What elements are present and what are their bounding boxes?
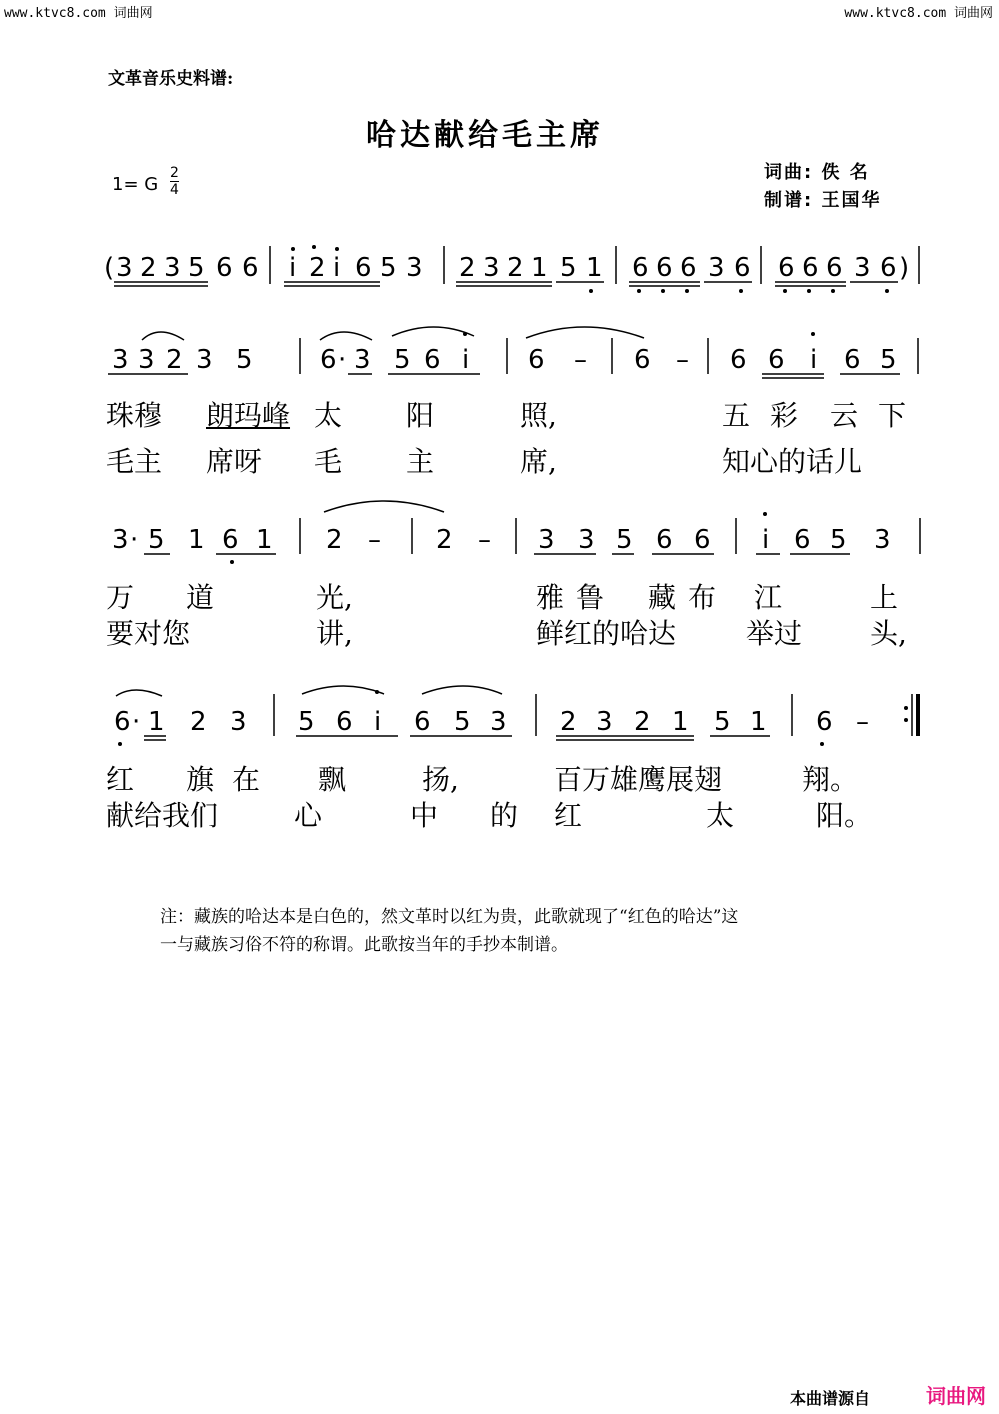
svg-text:6: 6 <box>632 253 649 283</box>
svg-text:6: 6 <box>656 253 673 283</box>
svg-text:6: 6 <box>424 345 441 375</box>
svg-text:3: 3 <box>406 253 423 283</box>
svg-text:3: 3 <box>708 253 725 283</box>
svg-text:(: ( <box>104 253 115 283</box>
credit-notation: 制谱: 王国华 <box>764 190 882 211</box>
svg-text:6: 6 <box>634 345 651 375</box>
svg-text:3: 3 <box>490 707 507 737</box>
svg-text:1: 1 <box>531 253 548 283</box>
footer-brand-logo[interactable]: 词曲网 <box>926 1384 986 1408</box>
svg-text:–: – <box>574 345 587 375</box>
svg-text:3: 3 <box>116 253 133 283</box>
time-signature: 2 4 <box>170 165 179 198</box>
svg-text:·: · <box>338 345 347 375</box>
key-signature: 1= G <box>112 174 159 195</box>
svg-text:5: 5 <box>236 345 253 375</box>
svg-text:6: 6 <box>680 253 697 283</box>
svg-text:2: 2 <box>436 525 453 555</box>
svg-text:3: 3 <box>596 707 613 737</box>
svg-text:3: 3 <box>538 525 555 555</box>
svg-text:1: 1 <box>586 253 603 283</box>
watermark-right: www.ktvc8.com 词曲网 <box>844 6 993 21</box>
footnote-line-1: 注：藏族的哈达本是白色的，然文革时以红为贵，此歌就现了“红色的哈达”这 <box>160 907 739 927</box>
watermark-left: www.ktvc8.com 词曲网 <box>4 6 153 21</box>
svg-text:6: 6 <box>336 707 353 737</box>
svg-text:6: 6 <box>114 707 131 737</box>
svg-text:6: 6 <box>816 707 833 737</box>
svg-text:6: 6 <box>802 253 819 283</box>
svg-text:1: 1 <box>750 707 767 737</box>
svg-text:5: 5 <box>298 707 315 737</box>
svg-text:2: 2 <box>560 707 577 737</box>
notation-row-1 <box>104 244 924 296</box>
score-row-3 <box>104 494 924 574</box>
svg-text:2: 2 <box>459 253 476 283</box>
footer-source: 本曲谱源自 <box>790 1389 871 1408</box>
svg-text:6: 6 <box>730 345 747 375</box>
svg-text:3: 3 <box>164 253 181 283</box>
svg-text:2: 2 <box>326 525 343 555</box>
svg-text:3: 3 <box>874 525 891 555</box>
svg-text:1: 1 <box>256 525 273 555</box>
svg-text:3: 3 <box>196 345 213 375</box>
notation-row-2 <box>104 318 924 380</box>
svg-text:2: 2 <box>190 707 207 737</box>
svg-text:5: 5 <box>560 253 577 283</box>
svg-text:6: 6 <box>242 253 259 283</box>
svg-text:3: 3 <box>230 707 247 737</box>
svg-text:1: 1 <box>672 707 689 737</box>
svg-text:i: i <box>289 253 297 283</box>
svg-text:5: 5 <box>394 345 411 375</box>
svg-text:–: – <box>676 345 689 375</box>
svg-text:1: 1 <box>148 707 165 737</box>
svg-text:6: 6 <box>320 345 337 375</box>
page-title: 哈达献给毛主席 <box>366 118 604 153</box>
svg-text:3: 3 <box>578 525 595 555</box>
svg-text:3: 3 <box>138 345 155 375</box>
svg-text:–: – <box>368 525 381 555</box>
svg-text:6: 6 <box>656 525 673 555</box>
svg-text:5: 5 <box>616 525 633 555</box>
svg-text:3: 3 <box>112 525 129 555</box>
svg-text:5: 5 <box>454 707 471 737</box>
svg-text:5: 5 <box>830 525 847 555</box>
svg-text:–: – <box>856 707 869 737</box>
svg-text:6: 6 <box>826 253 843 283</box>
svg-text:i: i <box>374 707 382 737</box>
svg-text:5: 5 <box>380 253 397 283</box>
svg-text:6: 6 <box>880 253 897 283</box>
svg-text:2: 2 <box>634 707 651 737</box>
score-row-1 <box>104 244 924 294</box>
svg-text:5: 5 <box>714 707 731 737</box>
svg-text:6: 6 <box>528 345 545 375</box>
svg-text:6: 6 <box>734 253 751 283</box>
svg-text:i: i <box>333 253 341 283</box>
score-row-4 <box>104 680 924 760</box>
svg-text:6: 6 <box>355 253 372 283</box>
svg-text:6: 6 <box>694 525 711 555</box>
footnote-line-2: 一与藏族习俗不符的称谓。此歌按当年的手抄本制谱。 <box>160 935 568 955</box>
notation-row-3 <box>104 494 924 574</box>
svg-text:): ) <box>899 253 910 283</box>
svg-text:i: i <box>462 345 470 375</box>
svg-text:3: 3 <box>112 345 129 375</box>
svg-text:6: 6 <box>778 253 795 283</box>
svg-text:5: 5 <box>188 253 205 283</box>
svg-text:6: 6 <box>222 525 239 555</box>
svg-text:6: 6 <box>414 707 431 737</box>
svg-text:·: · <box>132 707 141 737</box>
svg-text:·: · <box>130 525 139 555</box>
credit-lyrics-music: 词曲: 佚 名 <box>764 162 870 183</box>
svg-text:5: 5 <box>880 345 897 375</box>
svg-text:1: 1 <box>188 525 205 555</box>
svg-text:6: 6 <box>216 253 233 283</box>
svg-text:i: i <box>810 345 818 375</box>
svg-text:5: 5 <box>148 525 165 555</box>
svg-text:i: i <box>762 525 770 555</box>
svg-text:3: 3 <box>354 345 371 375</box>
svg-text:6: 6 <box>794 525 811 555</box>
svg-text:2: 2 <box>166 345 183 375</box>
svg-text:2: 2 <box>309 253 326 283</box>
score-row-2 <box>104 318 924 378</box>
svg-text:3: 3 <box>854 253 871 283</box>
svg-text:–: – <box>478 525 491 555</box>
notation-row-4 <box>104 680 924 760</box>
series-label: 文革音乐史料谱: <box>108 69 234 89</box>
svg-text:6: 6 <box>768 345 785 375</box>
svg-text:2: 2 <box>507 253 524 283</box>
svg-text:6: 6 <box>844 345 861 375</box>
svg-text:3: 3 <box>483 253 500 283</box>
svg-text:2: 2 <box>140 253 157 283</box>
